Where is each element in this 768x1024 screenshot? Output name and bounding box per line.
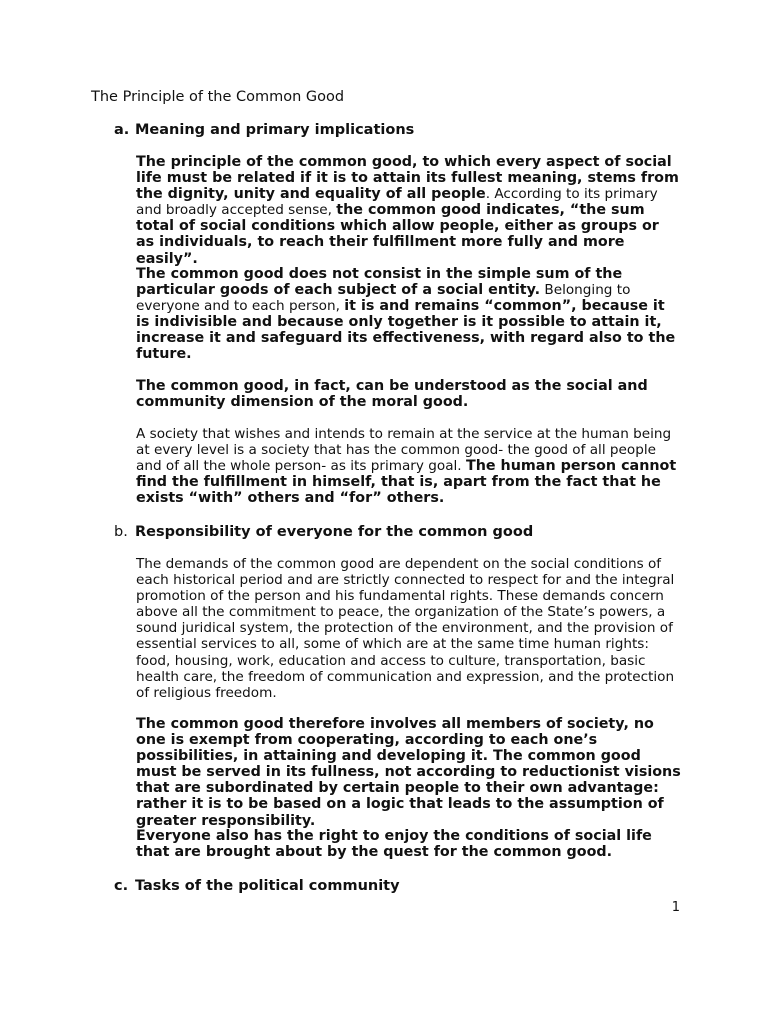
text-run: The principle of the common good, to which every aspect of social life must be related if it is to attain its fullest meaning, stems from the dignity, unity and equality of all people [136,154,679,203]
text-run: the common good indicates, “the sum total of social conditions which allow people, either as groups or as individuals, to reach their fulfillment more fully and more easily”. [136,202,659,267]
text-run: . According to its primary and broadly accepted sense, [136,186,658,219]
section-heading-text: Responsibility of everyone for the common good [135,524,534,540]
paragraph-b2 [136,716,681,829]
text-run: The common good does not consist in the simple sum of the particular goods of each subject of a social entity. [136,266,623,299]
section-heading-a [114,121,414,139]
section-heading-b [114,523,533,541]
document-title: The Principle of the Common Good [91,89,345,105]
text-run: it is and remains “common”, because it is indivisible and because only together is it possible to attain it, increase it and safeguard its effectiveness, with regard also to the future. [136,298,676,363]
section-heading-text: Tasks of the political community [135,878,400,894]
page-number: 1 [671,900,680,915]
text-run: The common good therefore involves all members of society, no one is exempt from cooperating, according to each one’s possibilities, in attaining and developing it. The common good must be served in its fullness, not according to reductionist visions that are subordinated by certain people to their own advantage: rather it is to be based on a logic that leads to the assumption of greater responsibility. [136,716,681,829]
text-run: The human person cannot find the fulfillment in himself, that is, apart from the fact that he exists “with” others and “for” others. [136,458,677,507]
text-run: The demands of the common good are dependent on the social conditions of each historical period and are strictly connected to respect for and the integral promotion of the person and his fundamental rights. These demands concern above all the commitment to peace, the organization of the State’s powers, a sound juridical system, the protection of the environment, and the provision of essential services to all, some of which are at the same time human rights: food, housing, work, education and access to culture, transportation, basic health care, the freedom of communication and expression, and the protection of religious freedom. [136,556,675,701]
section-heading-c [114,877,400,895]
text-run: The common good, in fact, can be understood as the social and community dimension of the moral good. [136,378,648,411]
text-run: Everyone also has the right to enjoy the conditions of social life that are brought about by the quest for the common good. [136,828,652,861]
text-run: Belonging to everyone and to each person, [136,282,631,315]
section-marker: b. [114,524,128,540]
paragraph-a4 [136,426,681,506]
section-marker: a. [114,122,130,138]
paragraph-b3 [136,828,681,860]
section-marker: c. [114,878,129,894]
section-heading-text: Meaning and primary implications [135,122,415,138]
paragraph-a1 [136,154,681,267]
text-run: A society that wishes and intends to remain at the service at the human being at every level is a society that has the common good- the good of all people and of all the whole person- as its primary goal. [136,426,672,475]
paragraph-a2 [136,266,681,363]
paragraph-b1 [136,556,681,701]
paragraph-a3 [136,378,681,410]
